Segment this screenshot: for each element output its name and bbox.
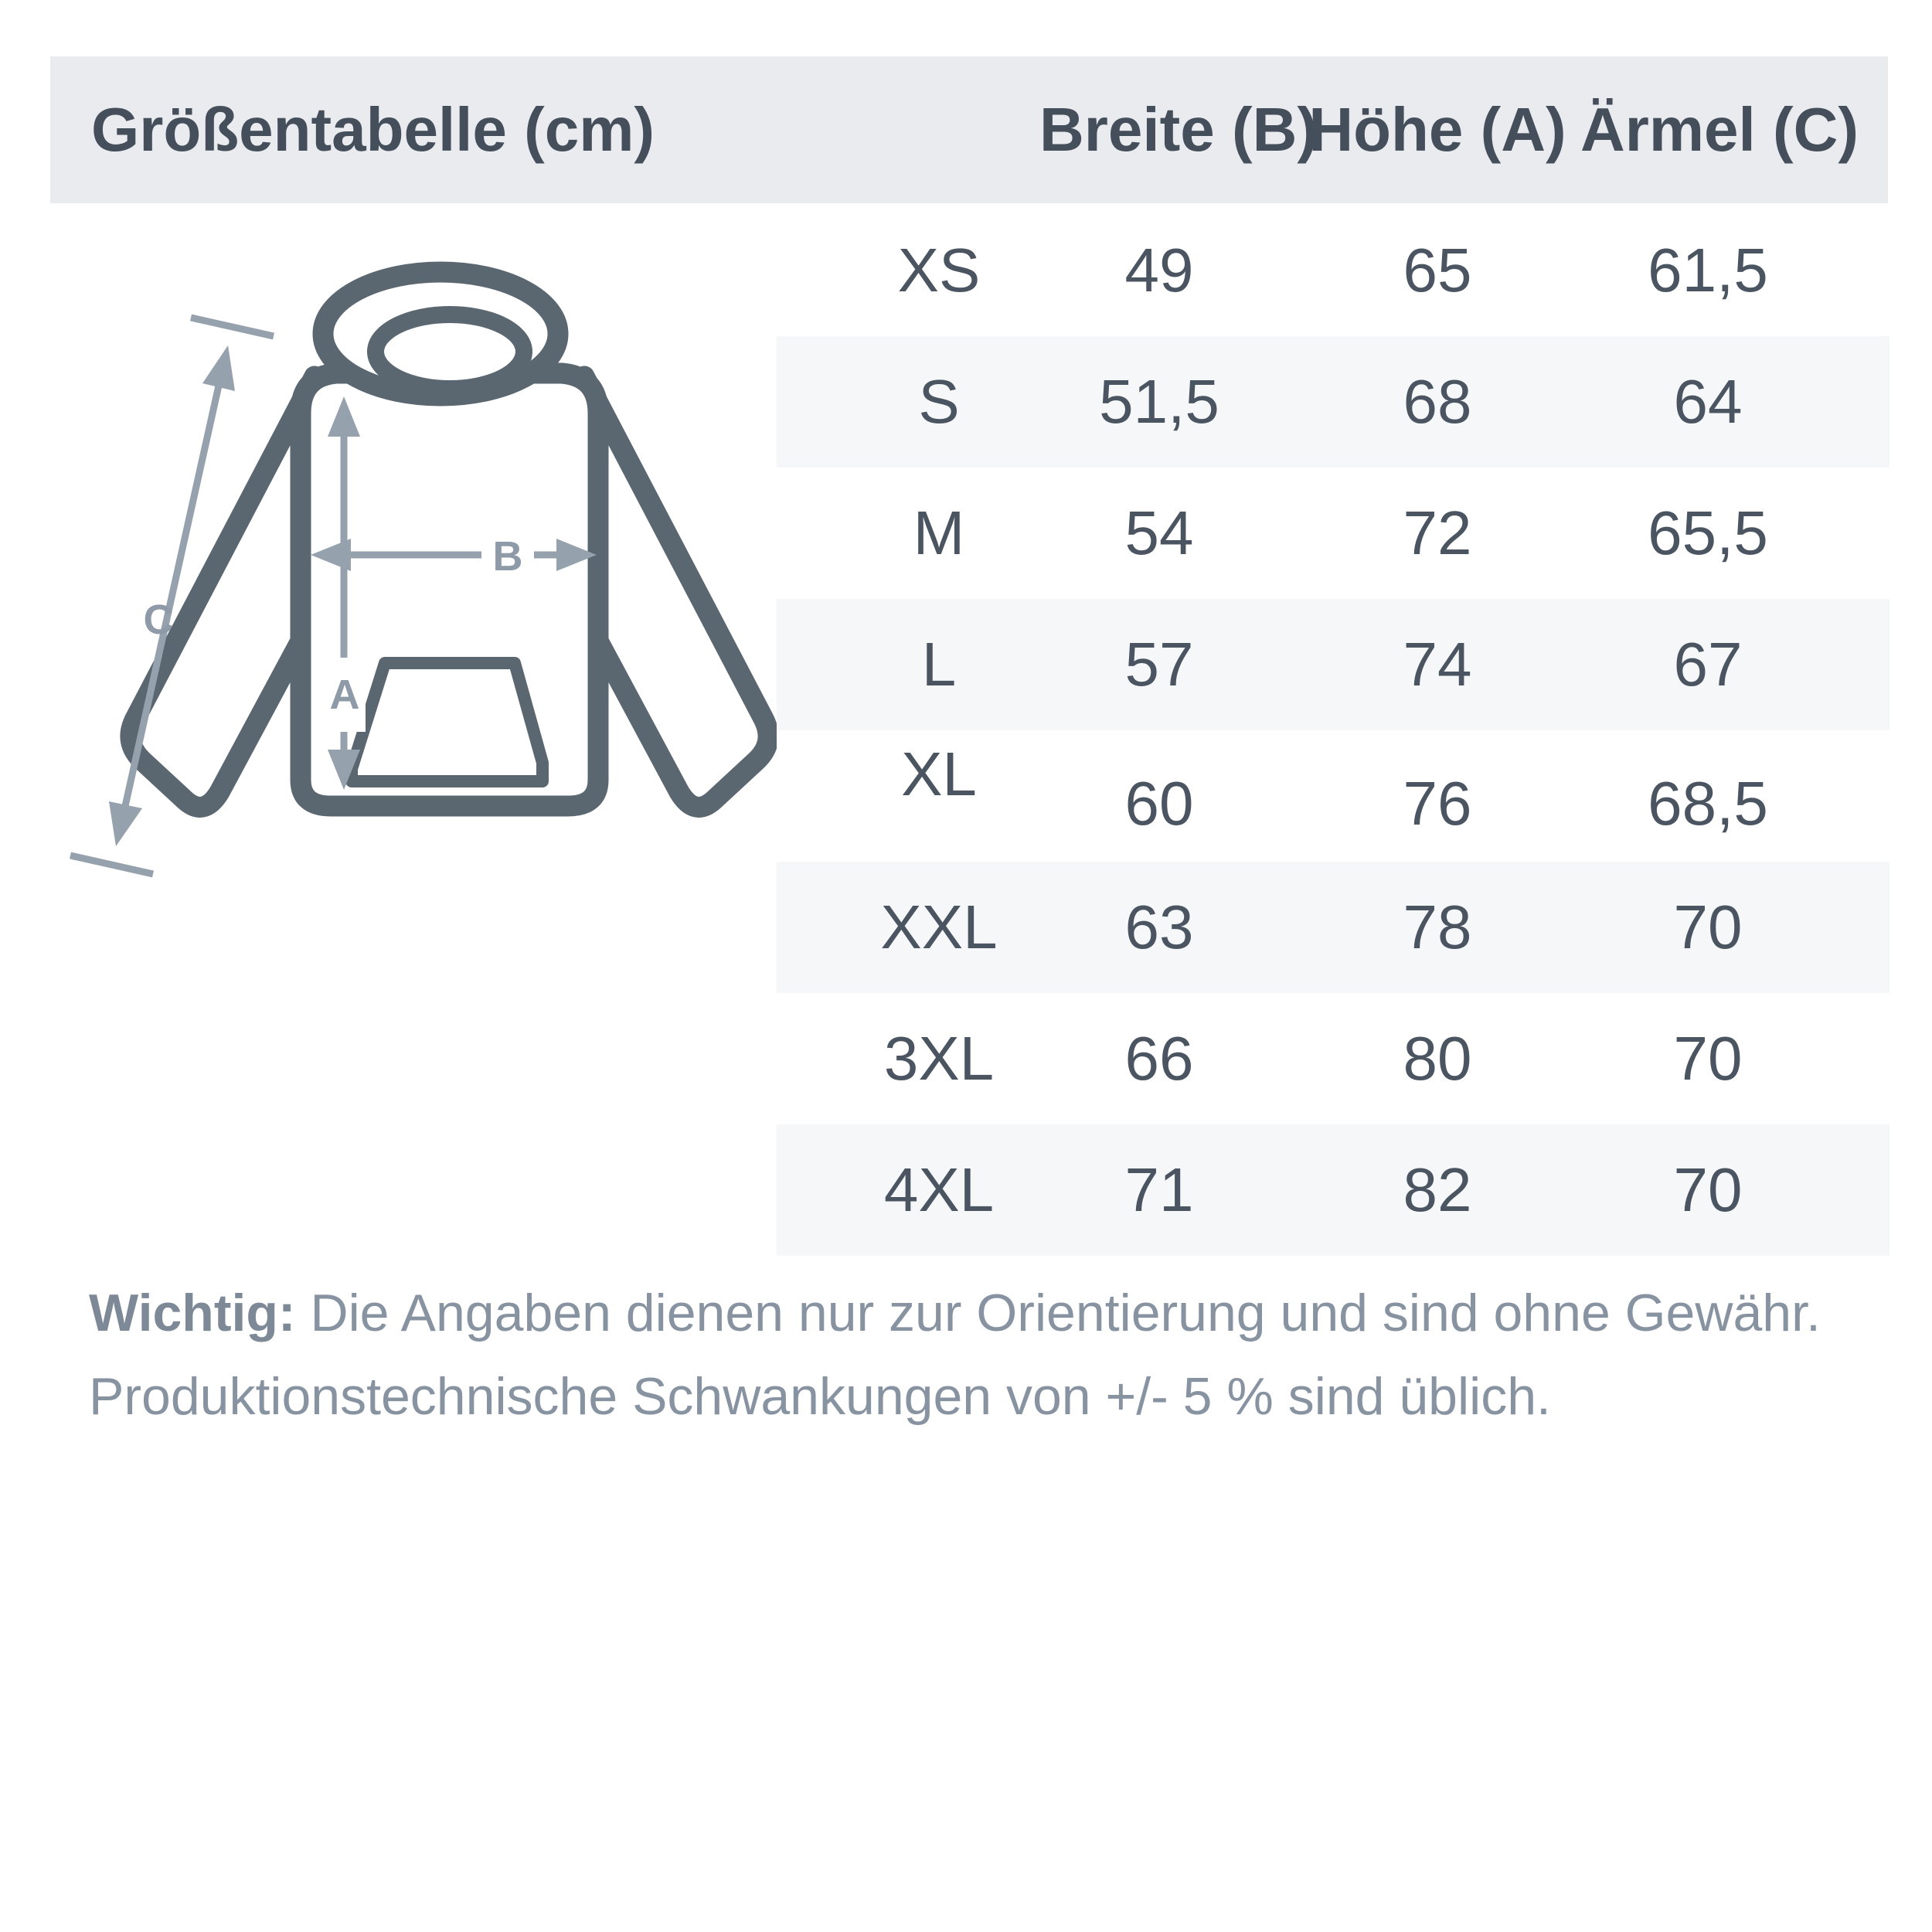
- table-row: [777, 468, 1889, 599]
- column-header-breite: Breite (B): [1039, 95, 1318, 164]
- hoodie-measurement-diagram: [43, 228, 777, 893]
- size-table: [777, 205, 1889, 1256]
- cell-size: XL: [901, 740, 977, 808]
- disclaimer-line-2: Produktionstechnische Schwankungen von +/- 5 % sind üblich.: [89, 1367, 1551, 1426]
- cell-hoehe: 68: [1403, 367, 1472, 436]
- cell-breite: 49: [1124, 236, 1194, 304]
- cell-aermel: 65,5: [1648, 498, 1768, 567]
- dimension-label-b: B: [492, 533, 523, 580]
- table-row: [777, 205, 1889, 336]
- size-chart-header: [50, 56, 1888, 203]
- cell-breite: 51,5: [1099, 367, 1219, 436]
- cell-aermel: 67: [1673, 630, 1743, 699]
- cell-size: 4XL: [883, 1155, 995, 1224]
- cell-size: XXL: [880, 893, 998, 961]
- cell-breite: 71: [1124, 1155, 1194, 1224]
- dimension-label-a: A: [329, 672, 360, 718]
- disclaimer-line-1-text: Die Angaben dienen nur zur Orientierung und sind ohne Gewähr.: [295, 1284, 1821, 1342]
- cell-hoehe: 82: [1403, 1155, 1472, 1224]
- cell-size: 3XL: [883, 1024, 995, 1093]
- hoodie-pocket-outline: [352, 663, 543, 781]
- disclaimer-bold-prefix: Wichtig:: [89, 1284, 296, 1342]
- cell-size: XS: [897, 236, 981, 304]
- cell-hoehe: 76: [1403, 769, 1472, 838]
- cell-aermel: 61,5: [1648, 236, 1768, 304]
- cell-size: L: [921, 630, 957, 699]
- cell-size: S: [918, 367, 960, 436]
- hood-inner-ring: [376, 315, 524, 389]
- table-row: [777, 862, 1889, 993]
- arrow-c-head-bottom: [109, 801, 142, 846]
- disclaimer-note: [89, 1271, 1866, 1438]
- cell-hoehe: 72: [1403, 498, 1472, 567]
- cell-aermel: 64: [1673, 367, 1743, 436]
- arrow-c-head-top: [202, 345, 235, 391]
- page-title: Größentabelle (cm): [91, 95, 655, 164]
- cell-hoehe: 74: [1403, 630, 1472, 699]
- cell-size: M: [913, 498, 965, 567]
- table-row: [777, 1124, 1889, 1256]
- disclaimer-line-1: [89, 1271, 1866, 1355]
- cell-aermel: 68,5: [1648, 769, 1768, 838]
- table-row: [777, 336, 1889, 468]
- cell-hoehe: 80: [1403, 1024, 1472, 1093]
- table-row: [777, 993, 1889, 1124]
- cell-aermel: 70: [1673, 1155, 1743, 1224]
- cell-breite: 63: [1124, 893, 1194, 961]
- table-row: [777, 599, 1889, 730]
- cell-breite: 57: [1124, 630, 1194, 699]
- dimension-label-c: C: [143, 597, 174, 643]
- cell-hoehe: 78: [1403, 893, 1472, 961]
- cell-aermel: 70: [1673, 893, 1743, 961]
- column-header-aermel: Ärmel (C): [1580, 95, 1859, 164]
- cell-breite: 60: [1124, 769, 1194, 838]
- cell-breite: 54: [1124, 498, 1194, 567]
- table-row: [777, 730, 1889, 862]
- cell-aermel: 70: [1673, 1024, 1743, 1093]
- cell-hoehe: 65: [1403, 236, 1472, 304]
- column-header-hoehe: Höhe (A): [1308, 95, 1566, 164]
- cell-breite: 66: [1124, 1024, 1194, 1093]
